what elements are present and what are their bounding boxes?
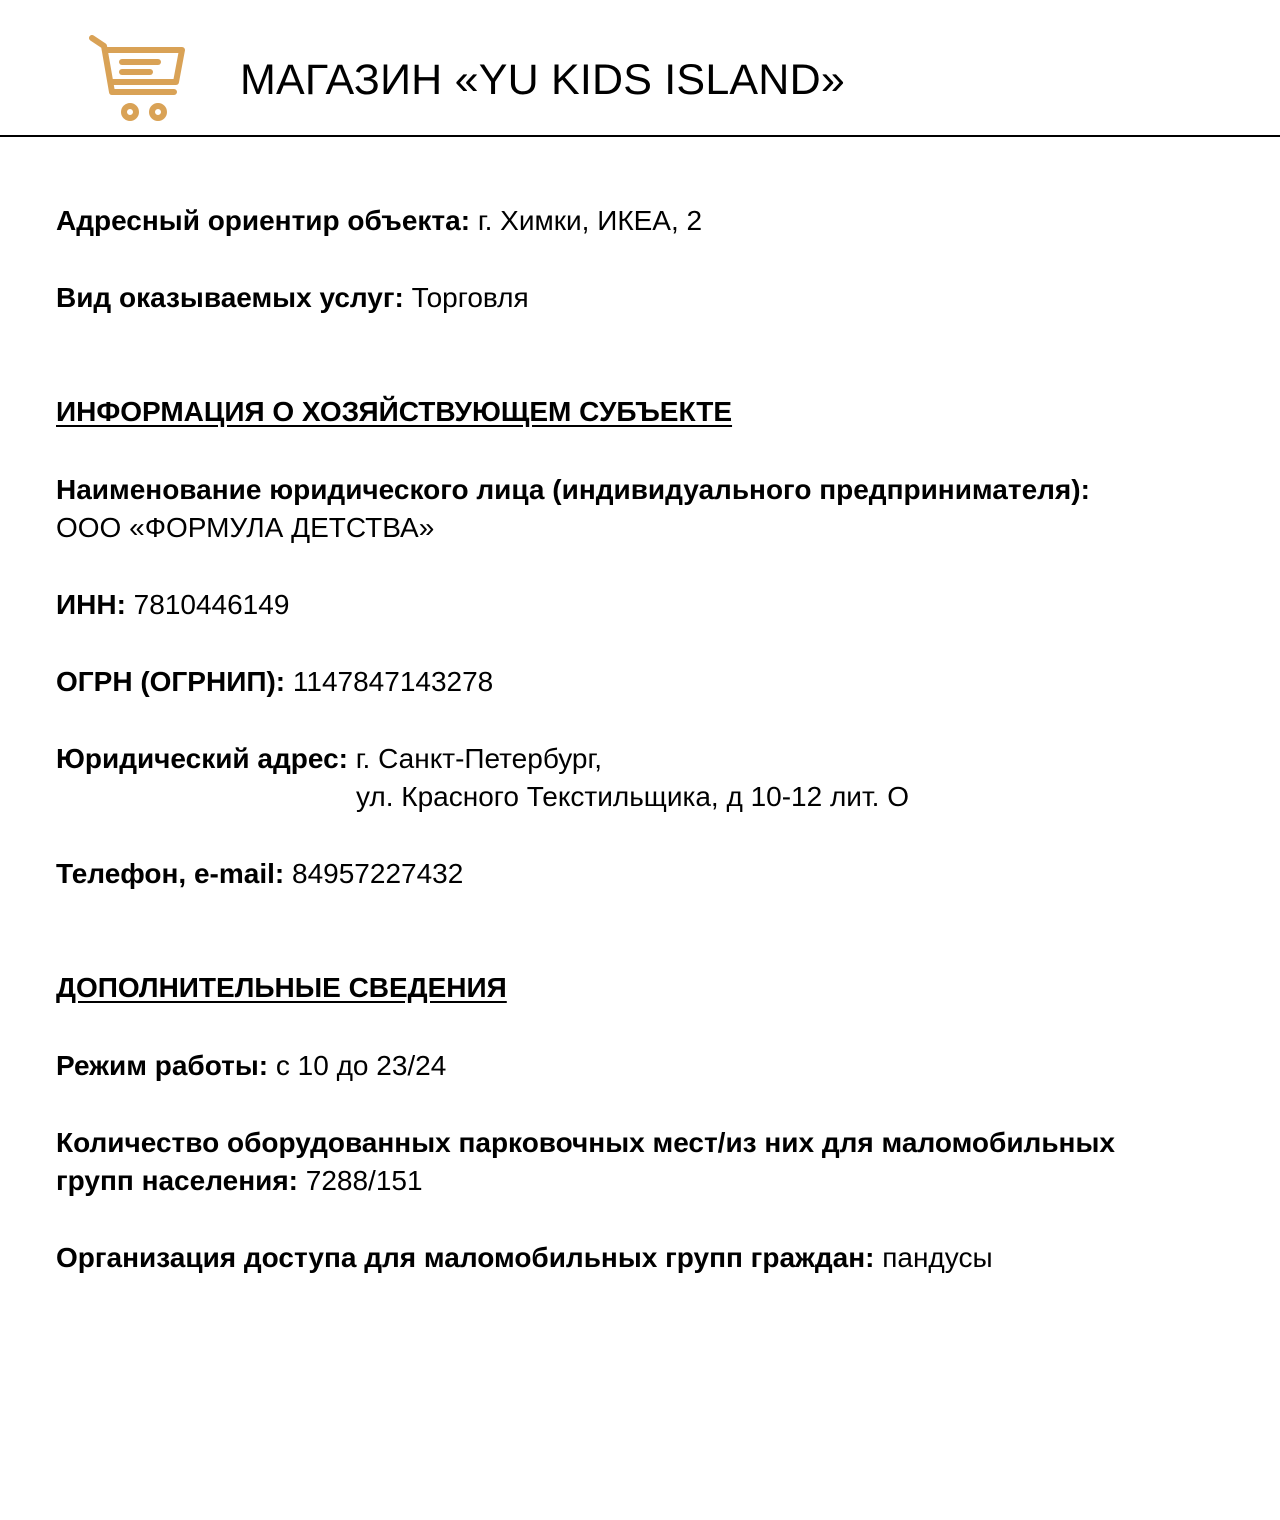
shopping-cart-icon — [86, 30, 190, 124]
parking-label-line2: групп населения: — [56, 1165, 298, 1196]
accessibility-row — [56, 1239, 993, 1277]
accessibility-label: Организация доступа для маломобильных групп граждан: — [56, 1242, 875, 1273]
legal-name-label-text: Наименование юридического лица (индивидуального предпринимателя): — [56, 474, 1090, 505]
legal-address-line2: ул. Красного Текстильщика, д 10-12 лит. О — [356, 781, 909, 812]
hours-value: с 10 до 23/24 — [275, 1050, 447, 1081]
parking-label-line1 — [56, 1124, 1115, 1162]
additional-section-heading: ДОПОЛНИТЕЛЬНЫЕ СВЕДЕНИЯ — [56, 972, 507, 1003]
accessibility-value: пандусы — [882, 1242, 993, 1273]
hours-row — [56, 1047, 446, 1085]
ogrn-row — [56, 663, 493, 701]
contacts-label: Телефон, e-mail: — [56, 858, 285, 889]
entity-section-heading: ИНФОРМАЦИЯ О ХОЗЯЙСТВУЮЩЕМ СУБЪЕКТЕ — [56, 396, 733, 427]
inn-value: 7810446149 — [133, 589, 290, 620]
contacts-row — [56, 855, 463, 893]
legal-address-line1: г. Санкт-Петербург, — [355, 743, 603, 774]
service-type-row — [56, 279, 529, 317]
page-title: МАГАЗИН «YU KIDS ISLAND» — [240, 56, 845, 104]
parking-row — [56, 1162, 423, 1200]
inn-label: ИНН: — [56, 589, 126, 620]
address-landmark-value: г. Химки, ИКЕА, 2 — [477, 205, 703, 236]
hours-label: Режим работы: — [56, 1050, 269, 1081]
legal-name-value: ООО «ФОРМУЛА ДЕТСТВА» — [56, 512, 435, 543]
address-landmark-label: Адресный ориентир объекта: — [56, 205, 471, 236]
ogrn-value: 1147847143278 — [292, 666, 494, 697]
service-type-value: Торговля — [411, 282, 529, 313]
parking-value: 7288/151 — [305, 1165, 423, 1196]
service-type-label: Вид оказываемых услуг: — [56, 282, 404, 313]
ogrn-label: ОГРН (ОГРНИП): — [56, 666, 286, 697]
legal-name-label — [56, 471, 1090, 509]
legal-address-label: Юридический адрес: — [56, 743, 348, 774]
address-landmark-row — [56, 202, 702, 240]
page-header — [0, 0, 1280, 137]
legal-address-row — [56, 740, 602, 778]
contacts-value: 84957227432 — [292, 858, 464, 889]
parking-label-line1-text: Количество оборудованных парковочных мест/из них для маломобильных — [56, 1127, 1115, 1158]
inn-row — [56, 586, 289, 624]
